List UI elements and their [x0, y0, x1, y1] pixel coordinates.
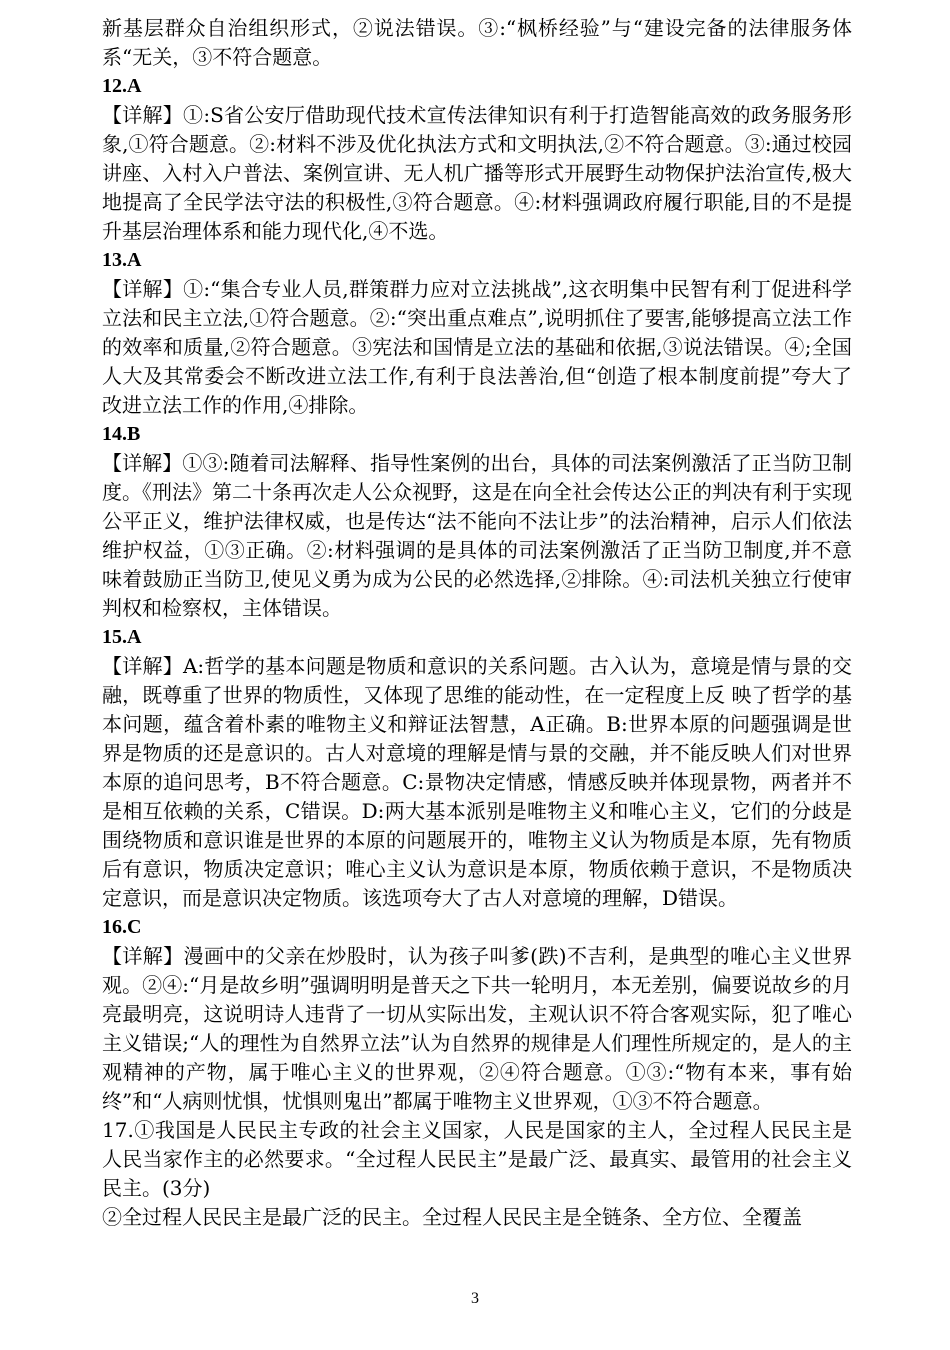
question-17-point-2: ②全过程人民民主是最广泛的民主。全过程人民民主是全链条、全方位、全覆盖 — [102, 1205, 802, 1229]
question-12-detail: 【详解】①:S省公安厅借助现代技术宣传法律知识有利于打造智能高效的政务服务形象,①符合题意。②:材料不涉及优化执法方式和文明执法,②不符合题意。③:通过校园讲座、入村入户普法、案例宣讲、无人机广播等形式开展野生动物保护法治宣传,极大地提高了全民学法守法的积极性,③符合题意。④:材料强调政府履行职能,目的不是提升基层治理体系和能力现代化,④不选。 — [102, 103, 852, 243]
question-14-detail: 【详解】①③:随着司法解释、指导性案例的出台，具体的司法案例激活了正当防卫制度。《刑法》第二十条再次走人公众视野，这是在向全社会传达公正的判决有利于实现公平正义，维护法律权威，也是传达“法不能向不法让步”的法治精神，启示人们依法维护权益，①③正确。②:材料强调的是具体的司法案例激活了正当防卫制度,并不意味着鼓励正当防卫,使见义勇为成为公民的必然选择,②排除。④:司法机关独立行使审判权和检察权，主体错误。 — [102, 451, 852, 620]
question-17-point-1: 17.①我国是人民民主专政的社会主义国家，人民是国家的主人，全过程人民民主是人民当家作主的必然要求。“全过程人民民主”是最广泛、最真实、最管用的社会主义民主。(3分) — [102, 1118, 852, 1200]
question-15-answer: 15.A — [102, 626, 142, 648]
question-15-detail: 【详解】A:哲学的基本问题是物质和意识的关系问题。古入认为，意境是情与景的交融，既尊重了世界的物质性，又体现了思维的能动性，在一定程度上反 映了哲学的基本问题，蕴含着朴素的唯物主义和辩证法智慧，A正确。B:世界本原的问题强调是世界是物质的还是意识的。古人对意境的理解是情与景的交融，并不能反映人们对世界本原的追问思考，B不符合题意。C:景物决定情感，情感反映并体现景物，两者并不是相互依赖的关系，C错误。D:两大基本派别是唯物主义和唯心主义，它们的分歧是围绕物质和意识谁是世界的本原的问题展开的，唯物主义认为物质是本原，先有物质后有意识，物质决定意识；唯心主义认为意识是本原，物质依赖于意识，不是物质决定意识，而是意识决定物质。该选项夸大了古人对意境的理解，D错误。 — [102, 654, 852, 910]
question-14-answer: 14.B — [102, 423, 141, 445]
question-13-detail: 【详解】①:“集合专业人员,群策群力应对立法挑战”,这衣明集中民智有利丁促进科学立法和民主立法,①符合题意。②:“突出重点难点”,说明抓住了要害,能够提高立法工作的效率和质量,②符合题意。③宪法和国情是立法的基础和依据,③说法错误。④;全国人大及其常委会不断改进立法工作,有利于良法善治,但“创造了根本制度前提”夸大了改进立法工作的作用,④排除。 — [102, 277, 852, 417]
question-12-answer: 12.A — [102, 75, 142, 97]
question-16-answer: 16.C — [102, 916, 142, 938]
intro-paragraph: 新基层群众自治组织形式，②说法错误。③:“枫桥经验”与“建设完备的法律服务体系“无关，③不符合题意。 — [102, 16, 852, 69]
page-number: 3 — [471, 1290, 479, 1307]
question-16-detail: 【详解】漫画中的父亲在炒股时，认为孩子叫爹(跌)不吉利，是典型的唯心主义世界观。②④:“月是故乡明”强调明明是普天之下共一轮明月，本无差别，偏要说故乡的月亮最明亮，这说明诗人违背了一切从实际出发，主观认识不符合客观实际，犯了唯心主义错误;“人的理性为自然界立法”认为自然界的规律是人们理性所规定的，是人的主观精神的产物，属于唯心主义的世界观，②④符合题意。①③:“物有本来，事有始终”和“人病则忧惧，忧惧则鬼出”都属于唯物主义世界观，①③不符合题意。 — [102, 944, 852, 1113]
question-13-answer: 13.A — [102, 249, 142, 271]
